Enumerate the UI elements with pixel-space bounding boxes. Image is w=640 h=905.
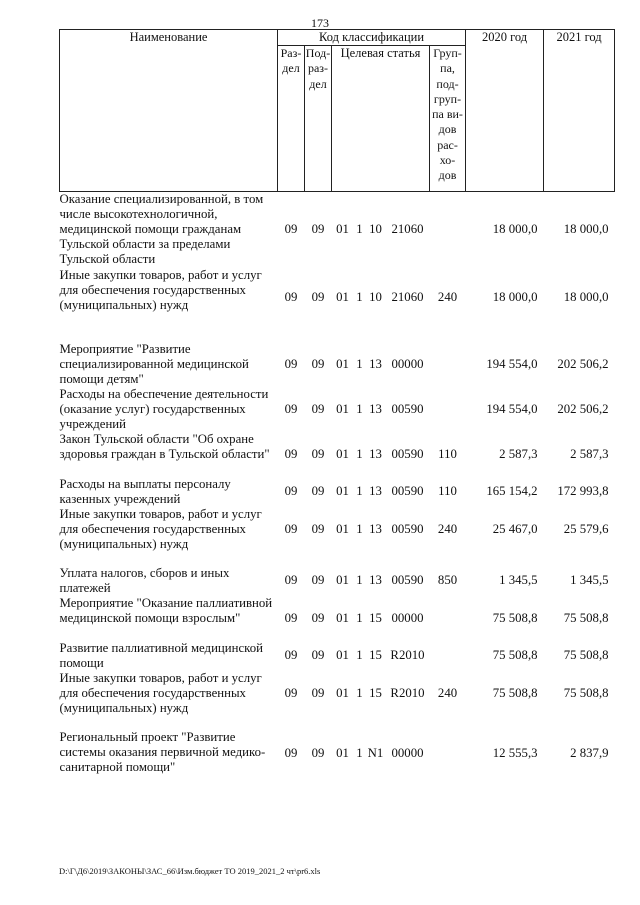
row-target-program: 01: [336, 685, 349, 700]
row-target-subprogram: 1: [356, 484, 363, 498]
row-target-direction: R2010: [390, 685, 425, 700]
row-target-direction: 00590: [391, 521, 424, 536]
row-amount-2021: 25 579,6: [563, 521, 609, 536]
row-amount-2021: 172 993,8: [557, 484, 609, 498]
row-target-direction: 00000: [391, 610, 424, 625]
table-row: [60, 671, 615, 716]
table-row: [60, 432, 615, 477]
row-name: Закон Тульской области "Об охране здоровья граждан в Тульской области": [59, 431, 270, 461]
row-razdel: 09: [284, 610, 298, 625]
row-target-program: 01: [336, 484, 349, 498]
row-target-subprogram: 1: [356, 401, 363, 416]
row-name: Иные закупки товаров, работ и услуг для обеспечения государственных (муниципальных) нужд: [59, 670, 262, 715]
spacer-row: [60, 552, 615, 566]
row-target-direction: 00000: [391, 746, 424, 760]
row-name: Мероприятие "Оказание паллиативной медицинской помощи взрослым": [59, 595, 273, 625]
row-amount-2020: 2 587,3: [499, 446, 538, 461]
table-row: [60, 342, 615, 387]
row-razdel: 09: [284, 401, 298, 416]
row-target-subprogram: 1: [356, 648, 363, 662]
row-expense-group: 240: [437, 521, 458, 536]
row-amount-2020: 25 467,0: [492, 521, 538, 536]
row-target-program: 01: [336, 222, 349, 237]
header-podrazdel: [305, 46, 332, 192]
row-name: Региональный проект "Развитие системы оказания первичной медико-санитарной помощи": [59, 729, 266, 774]
table-row: [60, 730, 615, 778]
row-razdel: 09: [284, 648, 298, 662]
table-row: [60, 566, 615, 596]
row-podrazdel: 09: [311, 521, 325, 536]
row-target-event: 15: [369, 610, 382, 625]
row-target-subprogram: 1: [356, 290, 363, 304]
row-target-program: 01: [336, 290, 349, 304]
row-target-direction: R2010: [390, 648, 425, 662]
row-name: Мероприятие "Развитие специализированной медицинской помощи детям": [59, 341, 249, 386]
row-amount-2020: 75 508,8: [492, 648, 538, 662]
table-body: [60, 192, 615, 778]
row-amount-2021: 202 506,2: [557, 356, 609, 371]
header-razdel-text: Раз- дел: [280, 46, 302, 76]
row-razdel: 09: [284, 290, 298, 304]
row-target-program: 01: [336, 401, 349, 416]
row-target-event: 13: [369, 401, 382, 416]
spacer-row: [60, 328, 615, 342]
row-amount-2021: 18 000,0: [563, 222, 609, 237]
row-expense-group: [430, 730, 466, 778]
spacer-row: [60, 716, 615, 730]
row-amount-2021: 75 508,8: [563, 610, 609, 625]
row-podrazdel: 09: [311, 446, 325, 461]
row-target-subprogram: 1: [356, 222, 363, 237]
row-target-event: 15: [369, 685, 382, 700]
row-target-program: 01: [336, 746, 349, 760]
row-expense-group: 240: [437, 685, 458, 700]
row-target-subprogram: 1: [356, 521, 363, 536]
row-amount-2021: 75 508,8: [563, 648, 609, 662]
row-podrazdel: 09: [311, 401, 325, 416]
row-expense-group: 850: [437, 573, 458, 587]
row-target-subprogram: 1: [356, 610, 363, 625]
table-row: [60, 596, 615, 641]
spacer-cell: [60, 328, 615, 342]
spacer-cell: [60, 716, 615, 730]
row-razdel: 09: [284, 484, 298, 498]
row-amount-2020: 194 554,0: [486, 356, 538, 371]
row-target-subprogram: 1: [356, 746, 363, 760]
row-razdel: 09: [284, 446, 298, 461]
row-expense-group: 240: [437, 290, 458, 304]
row-expense-group: [430, 596, 466, 641]
row-amount-2021: 75 508,8: [563, 685, 609, 700]
row-name: Оказание специализированной, в том числе высокотехнологичной, медицинской помощи гражданам Тульской области за пределами Тульской области: [59, 192, 264, 266]
row-target-program: 01: [336, 446, 349, 461]
header-target: Целевая статья: [332, 46, 430, 192]
row-razdel: 09: [284, 222, 298, 237]
row-expense-group: 110: [438, 446, 457, 461]
row-podrazdel: 09: [311, 573, 325, 587]
row-target-direction: 00590: [391, 573, 424, 587]
header-code-group: Код классификации: [278, 30, 466, 46]
row-amount-2021: 18 000,0: [563, 290, 609, 304]
file-path-footer: D:\Г\Д6\2019\ЗАКОНЫ\ЗАС_66\Изм.бюджет ТО 2019_2021_2 чт\pr6.xls: [59, 866, 321, 876]
row-expense-group: [430, 192, 466, 268]
header-year-2020: 2020 год: [466, 30, 544, 192]
row-name: Расходы на обеспечение деятельности (оказание услуг) государственных учреждений: [59, 386, 269, 431]
table-row: [60, 477, 615, 507]
row-name: Уплата налогов, сборов и иных платежей: [59, 565, 230, 595]
row-amount-2020: 194 554,0: [486, 401, 538, 416]
page-number: 173: [311, 16, 329, 30]
row-amount-2021: 1 345,5: [570, 573, 609, 587]
row-amount-2020: 12 555,3: [492, 746, 538, 760]
row-target-program: 01: [336, 648, 349, 662]
row-podrazdel: 09: [311, 222, 325, 237]
row-amount-2020: 75 508,8: [492, 610, 538, 625]
row-podrazdel: 09: [311, 484, 325, 498]
row-target-event: N1: [367, 746, 384, 760]
row-target-event: 15: [369, 648, 382, 662]
row-target-event: 13: [369, 446, 382, 461]
row-podrazdel: 09: [311, 610, 325, 625]
row-expense-group: 110: [438, 484, 457, 498]
row-target-event: 13: [369, 356, 382, 371]
table-row: [60, 192, 615, 268]
row-target-event: 10: [369, 222, 382, 237]
row-podrazdel: 09: [311, 746, 325, 760]
row-amount-2021: 202 506,2: [557, 401, 609, 416]
row-razdel: 09: [284, 356, 298, 371]
row-amount-2020: 18 000,0: [492, 222, 538, 237]
row-razdel: 09: [284, 685, 298, 700]
row-name: Расходы на выплаты персоналу казенных учреждений: [59, 476, 231, 506]
row-target-program: 01: [336, 573, 349, 587]
row-podrazdel: 09: [311, 685, 325, 700]
row-target-direction: 21060: [391, 222, 424, 237]
table-row: [60, 641, 615, 671]
row-target-event: 10: [369, 290, 382, 304]
row-target-subprogram: 1: [356, 446, 363, 461]
row-target-subprogram: 1: [356, 356, 363, 371]
row-amount-2021: 2 587,3: [570, 446, 609, 461]
row-target-event: 13: [369, 484, 382, 498]
header-name: Наименование: [60, 30, 278, 192]
row-podrazdel: 09: [311, 648, 325, 662]
budget-table: [59, 29, 615, 778]
row-razdel: 09: [284, 573, 298, 587]
row-target-direction: 00000: [391, 356, 424, 371]
row-amount-2020: 75 508,8: [492, 685, 538, 700]
row-amount-2020: 165 154,2: [486, 484, 538, 498]
row-target-program: 01: [336, 356, 349, 371]
row-amount-2020: 18 000,0: [492, 290, 538, 304]
row-target-direction: 00590: [391, 446, 424, 461]
header-podrazdel-text: Под- раз- дел: [305, 46, 331, 91]
row-name: Развитие паллиативной медицинской помощи: [59, 640, 263, 670]
header-year-2021: 2021 год: [544, 30, 615, 192]
row-name: Иные закупки товаров, работ и услуг для обеспечения государственных (муниципальных) нужд: [59, 506, 262, 551]
row-target-program: 01: [336, 610, 349, 625]
row-target-subprogram: 1: [356, 685, 363, 700]
row-target-direction: 00590: [391, 484, 424, 498]
row-expense-group: [430, 641, 466, 671]
spacer-cell: [60, 552, 615, 566]
row-target-program: 01: [336, 521, 349, 536]
table-row: [60, 387, 615, 432]
row-target-subprogram: 1: [356, 573, 363, 587]
row-podrazdel: 09: [311, 356, 325, 371]
header-group-text: Груп- па, под- груп- па ви- дов рас- хо- дов: [432, 46, 463, 183]
header-group: [430, 46, 466, 192]
table-header: [60, 30, 615, 192]
row-razdel: 09: [284, 521, 298, 536]
row-expense-group: [430, 342, 466, 387]
row-target-event: 13: [369, 521, 382, 536]
row-name: Иные закупки товаров, работ и услуг для обеспечения государственных (муниципальных) нужд: [59, 267, 262, 312]
row-amount-2020: 1 345,5: [499, 573, 538, 587]
row-amount-2021: 2 837,9: [570, 746, 609, 760]
table-row: [60, 507, 615, 552]
row-target-event: 13: [369, 573, 382, 587]
header-razdel: [278, 46, 305, 192]
row-target-direction: 21060: [391, 290, 424, 304]
row-razdel: 09: [284, 746, 298, 760]
row-podrazdel: 09: [311, 290, 325, 304]
table-row: [60, 268, 615, 328]
row-expense-group: [430, 387, 466, 432]
row-target-direction: 00590: [391, 401, 424, 416]
